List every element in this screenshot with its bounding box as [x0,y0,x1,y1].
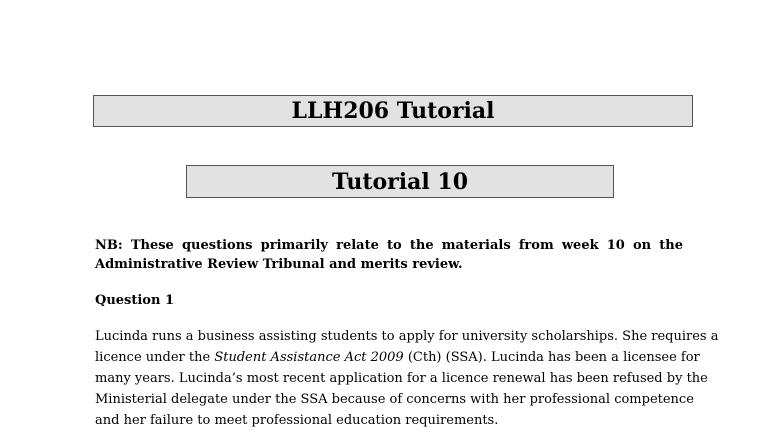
paragraph-line-3: many years. Lucinda’s most recent application for a licence renewal has been refused by the [95,371,708,386]
paragraph-line-4: Ministerial delegate under the SSA because of concerns with her professional competence [95,392,694,407]
paragraph-line-5: and her failure to meet professional education requirements. [95,413,499,428]
course-title-box [93,95,693,127]
tutorial-title-box [186,165,614,198]
nb-note [95,236,683,274]
course-title: LLH206 Tutorial [291,98,495,124]
question-heading: Question 1 [95,293,175,308]
paragraph-line-1: Lucinda runs a business assisting students to apply for university scholarships. She requires a [95,329,719,344]
act-name: Student Assistance Act 2009 [214,350,404,365]
tutorial-title: Tutorial 10 [331,168,469,195]
question-paragraph [95,326,719,431]
nb-note-line-2: Administrative Review Tribunal and merits review. [95,257,463,272]
paragraph-line-2-pre: licence under the [95,350,215,365]
nb-note-line-1: NB: These questions primarily relate to the materials from week 10 on the [95,238,683,253]
paragraph-line-2-post: (Cth) (SSA). Lucinda has been a licensee for [403,350,700,365]
paragraph-line-2 [95,347,700,368]
